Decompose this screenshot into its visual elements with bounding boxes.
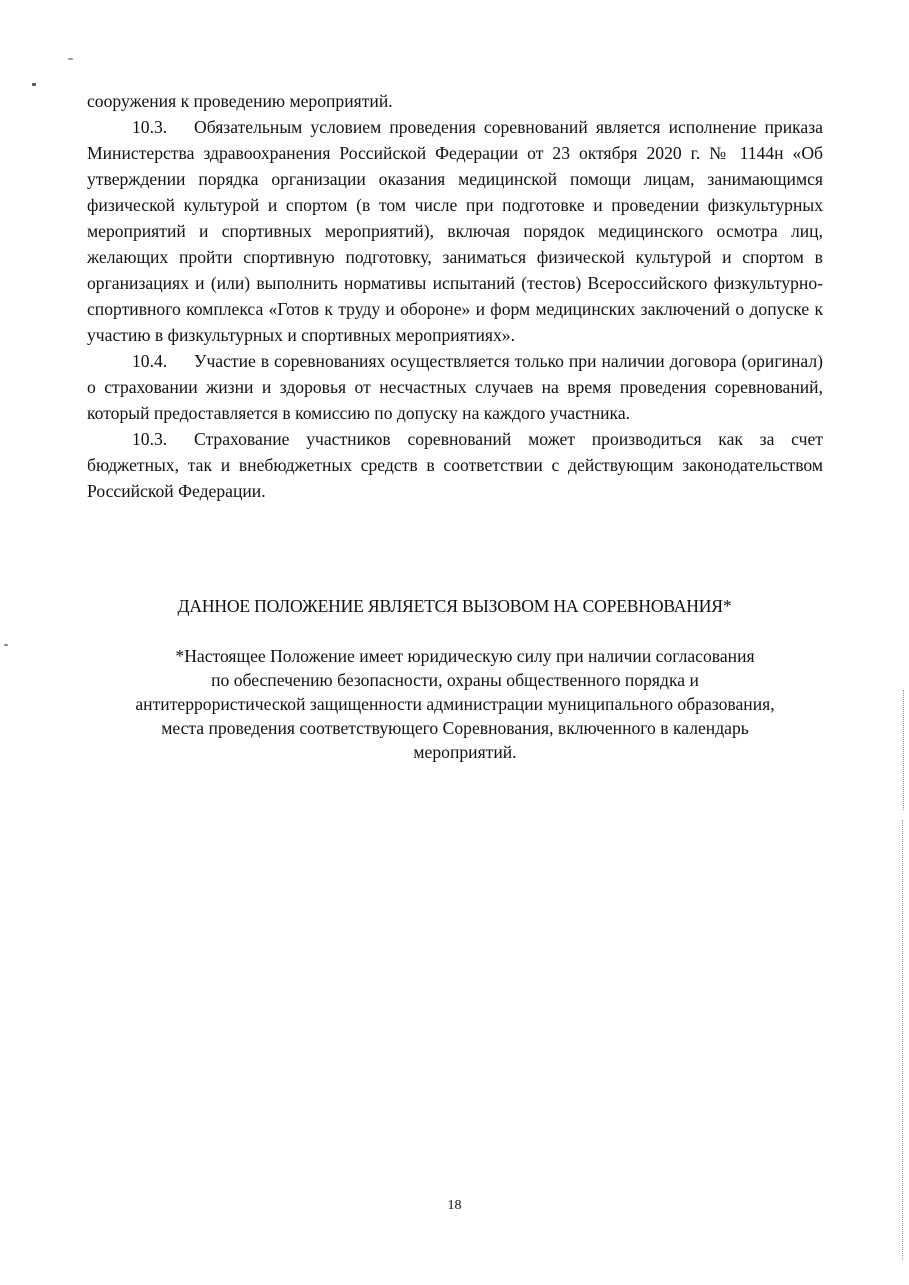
- document-body: [87, 88, 823, 504]
- paragraph-number: 10.3.: [132, 429, 168, 449]
- page-number: 18: [447, 1198, 462, 1213]
- footnote-line: места проведения соответствующего Соревнования, включенного в календарь: [161, 718, 749, 738]
- scan-edge-line: [903, 690, 905, 810]
- continuation-line: сооружения к проведению мероприятий.: [87, 91, 393, 111]
- footnote: [60, 644, 850, 764]
- paragraph-10-4: [87, 348, 823, 426]
- footnote-line: антитеррористической защищенности администрации муниципального образования,: [135, 694, 775, 714]
- footnote-line: *Настоящее Положение имеет юридическую силу при наличии согласования: [175, 646, 755, 666]
- scan-artifact: [68, 58, 73, 60]
- scan-artifact: [32, 83, 36, 86]
- call-to-competition-heading: ДАННОЕ ПОЛОЖЕНИЕ ЯВЛЯЕТСЯ ВЫЗОВОМ НА СОРЕВНОВАНИЯ*: [177, 596, 732, 616]
- paragraph-text: Страхование участников соревнований может производиться как за счет бюджетных, так и внебюджетных средств в соответствии с действующим законодательством Российской Федерации.: [87, 429, 823, 501]
- scan-edge-line: [902, 820, 904, 1260]
- footnote-line: мероприятий.: [413, 742, 517, 762]
- footnote-line: по обеспечению безопасности, охраны общественного порядка и: [211, 670, 699, 690]
- paragraph-10-3-insurance: [87, 426, 823, 504]
- paragraph-text: Обязательным условием проведения соревнований является исполнение приказа Министерства здравоохранения Российской Федерации от 23 октября 2020 г. № 1144н «Об утверждении порядка организации оказания медицинской помощи лицам, занимающимся физической культурой и спортом (в том числе при подготовке и проведении физкультурных мероприятий и спортивных мероприятий), включая порядок медицинского осмотра лиц, желающих пройти спортивную подготовку, заниматься физической культурой и спортом в организациях и (или) выполнить нормативы испытаний (тестов) Всероссийского физкультурно-спортивного комплекса «Готов к труду и обороне» и форм медицинских заключений о допуске к участию в физкультурных и спортивных мероприятиях».: [87, 117, 823, 345]
- paragraph-number: 10.3.: [132, 117, 168, 137]
- paragraph-number: 10.4.: [132, 351, 168, 371]
- scan-artifact: [4, 644, 8, 646]
- paragraph-10-3: [87, 114, 823, 348]
- paragraph-text: Участие в соревнованиях осуществляется только при наличии договора (оригинал) о страховании жизни и здоровья от несчастных случаев на время проведения соревнований, который предоставляется в комиссию по допуску на каждого участника.: [87, 351, 823, 423]
